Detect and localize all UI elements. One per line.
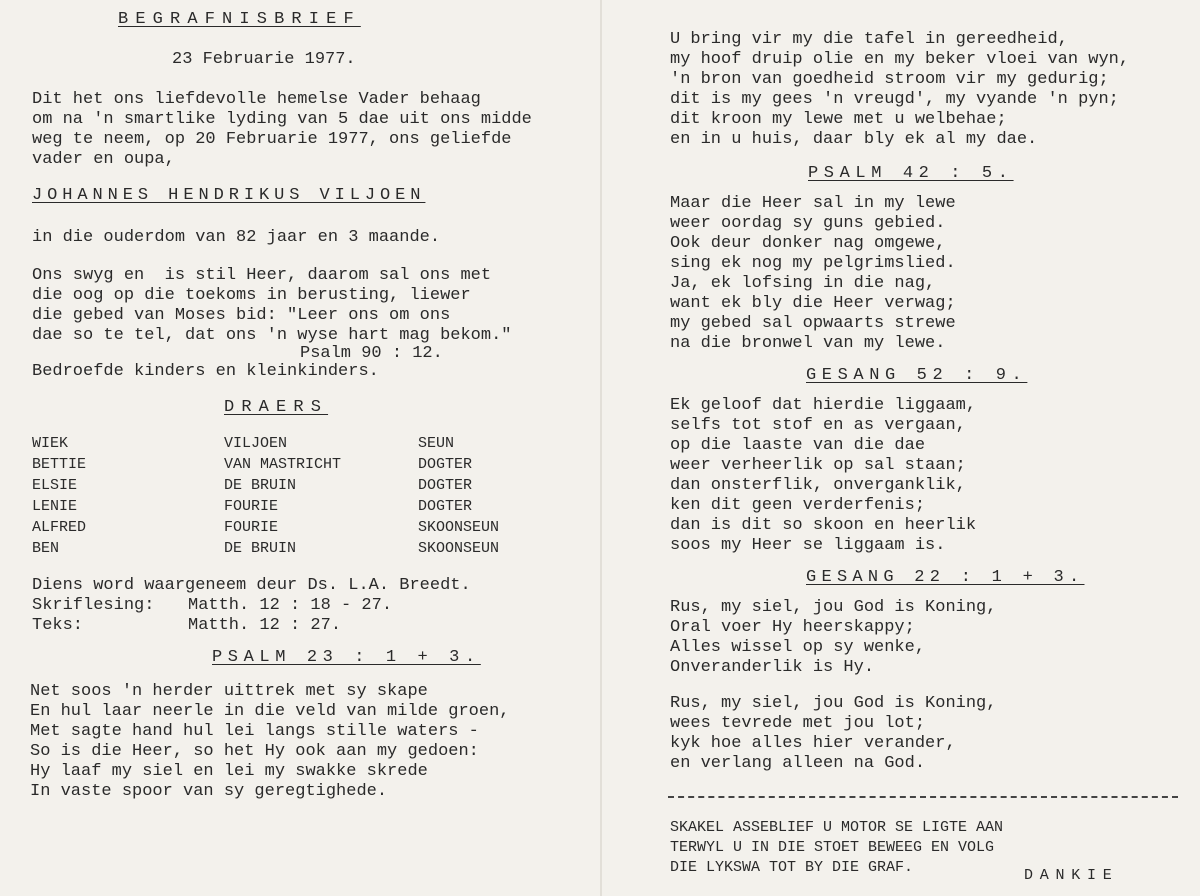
bearer-relation: SEUN bbox=[418, 435, 455, 452]
gesang22-line: Oral voer Hy heerskappy; bbox=[670, 618, 915, 637]
quote-line: die oog op die toekoms in berusting, liewer bbox=[32, 286, 471, 305]
bearer-name: ALFRED bbox=[32, 519, 87, 536]
quote-line: Ons swyg en is stil Heer, daarom sal ons met bbox=[32, 266, 492, 285]
reading-value: Matth. 12 : 18 - 27. bbox=[188, 596, 393, 615]
bereaved-line: Bedroefde kinders en kleinkinders. bbox=[32, 362, 379, 381]
stanza-line: U bring vir my die tafel in gereedheid, bbox=[670, 30, 1068, 49]
gesang52-heading: GESANG 52 : 9. bbox=[806, 366, 1028, 385]
notice-line: DIE LYKSWA TOT BY DIE GRAF. bbox=[670, 859, 914, 876]
gesang52-line: weer verheerlik op sal staan; bbox=[670, 456, 966, 475]
text-value: Matth. 12 : 27. bbox=[188, 616, 342, 635]
bearer-surname: FOURIE bbox=[224, 498, 279, 515]
gesang22-line: wees tevrede met jou lot; bbox=[670, 714, 926, 733]
gesang22-line: kyk hoe alles hier verander, bbox=[670, 734, 956, 753]
psalm42-line: Maar die Heer sal in my lewe bbox=[670, 194, 956, 213]
bearer-surname: VAN MASTRICHT bbox=[224, 456, 342, 473]
psalm42-line: weer oordag sy guns gebied. bbox=[670, 214, 946, 233]
stanza-line: dit kroon my lewe met u welbehae; bbox=[670, 110, 1007, 129]
psalm23-line: Net soos 'n herder uittrek met sy skape bbox=[30, 682, 428, 701]
gesang52-line: soos my Heer se liggaam is. bbox=[670, 536, 946, 555]
bearer-surname: VILJOEN bbox=[224, 435, 288, 452]
intro-line: Dit het ons liefdevolle hemelse Vader behaag bbox=[32, 90, 481, 109]
bearer-surname: DE BRUIN bbox=[224, 477, 297, 494]
psalm42-line: Ja, ek lofsing in die nag, bbox=[670, 274, 936, 293]
psalm23-heading: PSALM 23 : 1 + 3. bbox=[212, 648, 481, 667]
intro-line: vader en oupa, bbox=[32, 150, 175, 169]
notice-line: SKAKEL ASSEBLIEF U MOTOR SE LIGTE AAN bbox=[670, 819, 1004, 836]
psalm23-line: So is die Heer, so het Hy ook aan my gedoen: bbox=[30, 742, 479, 761]
psalm42-heading: PSALM 42 : 5. bbox=[808, 164, 1014, 183]
bearer-relation: DOGTER bbox=[418, 456, 473, 473]
quote-line: die gebed van Moses bid: "Leer ons om ons bbox=[32, 306, 451, 325]
bearer-name: LENIE bbox=[32, 498, 78, 515]
gesang52-line: op die laaste van die dae bbox=[670, 436, 926, 455]
age-line: in die ouderdom van 82 jaar en 3 maande. bbox=[32, 228, 441, 247]
stanza-line: 'n bron van goedheid stroom vir my gedurig; bbox=[670, 70, 1109, 89]
text-label: Teks: bbox=[32, 616, 84, 635]
psalm23-line: Hy laaf my siel en lei my swakke skrede bbox=[30, 762, 428, 781]
intro-line: om na 'n smartlike lyding van 5 dae uit ons midde bbox=[32, 110, 532, 129]
bearer-relation: DOGTER bbox=[418, 498, 473, 515]
psalm42-line: want ek bly die Heer verwag; bbox=[670, 294, 956, 313]
psalm23-line: En hul laar neerle in die veld van milde groen, bbox=[30, 702, 510, 721]
stanza-line: dit is my gees 'n vreugd', my vyande 'n pyn; bbox=[670, 90, 1119, 109]
bearer-name: BEN bbox=[32, 540, 60, 557]
bearer-relation: SKOONSEUN bbox=[418, 540, 500, 557]
gesang52-line: ken dit geen verderfenis; bbox=[670, 496, 926, 515]
page-fold bbox=[600, 0, 602, 896]
bearer-name: ELSIE bbox=[32, 477, 78, 494]
gesang22-heading: GESANG 22 : 1 + 3. bbox=[806, 568, 1085, 587]
gesang22-line: Rus, my siel, jou God is Koning, bbox=[670, 598, 997, 617]
bearer-surname: DE BRUIN bbox=[224, 540, 297, 557]
notice-line: TERWYL U IN DIE STOET BEWEEG EN VOLG bbox=[670, 839, 995, 856]
gesang52-line: Ek geloof dat hierdie liggaam, bbox=[670, 396, 977, 415]
gesang22-line: Rus, my siel, jou God is Koning, bbox=[670, 694, 997, 713]
bearer-name: BETTIE bbox=[32, 456, 87, 473]
psalm23-line: In vaste spoor van sy geregtighede. bbox=[30, 782, 388, 801]
quote-line: dae so te tel, dat ons 'n wyse hart mag bekom." bbox=[32, 326, 512, 345]
thanks: DANKIE bbox=[1024, 867, 1119, 884]
dashed-separator bbox=[668, 796, 1178, 798]
gesang52-line: selfs tot stof en as vergaan, bbox=[670, 416, 966, 435]
stanza-line: my hoof druip olie en my beker vloei van wyn, bbox=[670, 50, 1130, 69]
service-line: Diens word waargeneem deur Ds. L.A. Breedt. bbox=[32, 576, 471, 595]
bearers-heading: DRAERS bbox=[224, 398, 329, 417]
psalm42-line: na die bronwel van my lewe. bbox=[670, 334, 946, 353]
psalm23-line: Met sagte hand hul lei langs stille waters - bbox=[30, 722, 479, 741]
psalm42-line: sing ek nog my pelgrimslied. bbox=[670, 254, 956, 273]
title: BEGRAFNISBRIEF bbox=[118, 10, 361, 29]
gesang52-line: dan is dit so skoon en heerlik bbox=[670, 516, 977, 535]
gesang22-line: en verlang alleen na God. bbox=[670, 754, 926, 773]
gesang22-line: Onveranderlik is Hy. bbox=[670, 658, 875, 677]
stanza-line: en in u huis, daar bly ek al my dae. bbox=[670, 130, 1038, 149]
gesang22-line: Alles wissel op sy wenke, bbox=[670, 638, 926, 657]
psalm42-line: Ook deur donker nag omgewe, bbox=[670, 234, 946, 253]
deceased-name: JOHANNES HENDRIKUS VILJOEN bbox=[32, 186, 426, 205]
bearer-relation: DOGTER bbox=[418, 477, 473, 494]
bearer-surname: FOURIE bbox=[224, 519, 279, 536]
bearer-name: WIEK bbox=[32, 435, 69, 452]
bearer-relation: SKOONSEUN bbox=[418, 519, 500, 536]
date: 23 Februarie 1977. bbox=[172, 50, 356, 69]
gesang52-line: dan onsterflik, onverganklik, bbox=[670, 476, 966, 495]
reading-label: Skriflesing: bbox=[32, 596, 155, 615]
quote-reference: Psalm 90 : 12. bbox=[300, 344, 443, 363]
intro-line: weg te neem, op 20 Februarie 1977, ons geliefde bbox=[32, 130, 512, 149]
psalm42-line: my gebed sal opwaarts strewe bbox=[670, 314, 956, 333]
